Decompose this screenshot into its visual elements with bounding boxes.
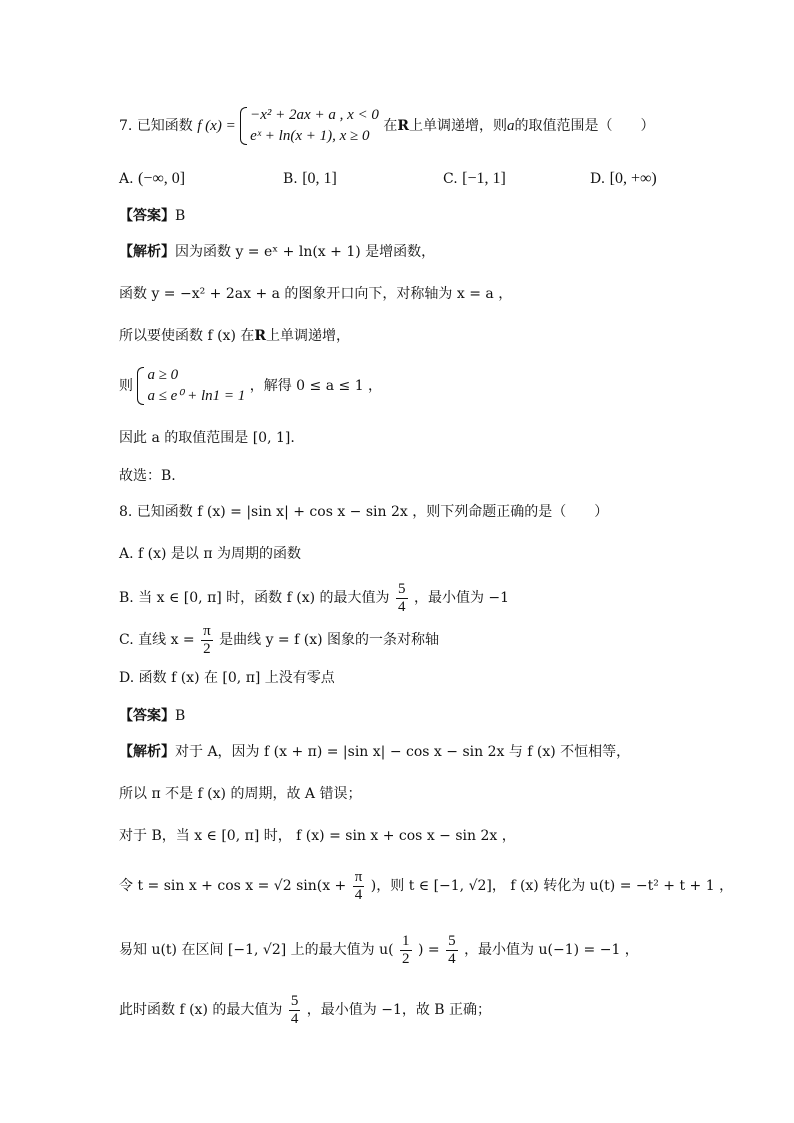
q8-l5-fraction2: $\frac{5}{4}$ (448, 932, 456, 967)
q8-analysis-line6: 此时函数 f (x) 的最大值为 $\frac{5}{4}$ ，最小值为 −1，故 B 正确； (119, 992, 492, 1027)
q7-option-a: A. (−∞, 0] (119, 170, 186, 187)
q8-analysis-line1: 【解析】对于 A，因为 f (x + π) = |sin x| − cos x − sin 2x 与 f (x) 不恒相等， (119, 744, 631, 760)
q7-stem-b: 在 (383, 118, 398, 134)
q7-system: a ≥ 0 a ≤ e⁰ + ln1 = 1 (137, 365, 245, 407)
q8-analysis-line3: 对于 B，当 x ∈ [0, π] 时， f (x) = sin x + cos x − sin 2x ， (119, 828, 516, 844)
q7-analysis-line5: 因此 a 的取值范围是 [0, 1]. (119, 430, 295, 446)
q7-number: 7. (119, 118, 133, 134)
q7-case1: −x² + 2ax + a , x < 0 (250, 107, 379, 123)
q7-stem-a: 已知函数 (136, 118, 193, 134)
q8-stem: 8. 已知函数 f (x) = |sin x| + cos x − sin 2x ，则下列命题正确的是（ ） (119, 504, 609, 520)
q7-R: R (397, 118, 409, 134)
q7-option-c: C. [−1, 1] (443, 170, 506, 187)
q8-option-a: A. f (x) 是以 π 为周期的函数 (119, 546, 302, 562)
q7-analysis-line2: 函数 y = −x² + 2ax + a 的图象开口向下，对称轴为 x = a ， (119, 286, 513, 302)
q7-stem-c: 上单调递增，则 (408, 118, 507, 134)
q7-analysis-line3: 所以要使函数 f (x) 在R上单调递增， (119, 328, 350, 344)
q8-l6-fraction: $\frac{5}{4}$ (290, 992, 299, 1027)
q8-option-c: C. 直线 x = $\frac{\pi}{2}$ 是曲线 y = f (x) 图象的一条对称轴 (119, 622, 440, 657)
q7-piecewise (240, 105, 379, 147)
q8-analysis-line4: 令 t = sin x + cos x = √2 sin(x + $\frac{\pi}{4}$ )，则 t ∈ [−1, √2]， f (x) 转化为 u(t) = −t² + t + 1 ， (119, 868, 734, 903)
q8-analysis-line2: 所以 π 不是 f (x) 的周期，故 A 错误； (119, 786, 362, 802)
q7-stem-d: 的取值范围是（ ） (514, 118, 655, 134)
q7-analysis-line6: 故选：B. (119, 468, 176, 484)
q8-l5-fraction1: $\frac{1}{2}$ (402, 932, 410, 967)
q7-answer: 【答案】B (119, 208, 186, 224)
q7-a: a (506, 118, 515, 134)
q8-optC-fraction: $\frac{\pi}{2}$ (203, 622, 211, 657)
q7-case2: eˣ + ln(x + 1), x ≥ 0 (250, 128, 370, 144)
q8-optB-fraction: $\frac{5}{4}$ (398, 580, 406, 615)
q8-analysis-line5: 易知 u(t) 在区间 [−1, √2] 上的最大值为 u( $\frac{1}{2}$ ) = $\frac{5}{4}$ ，最小值为 u(−1) = −1 ， (119, 932, 639, 967)
q7-analysis-line1: 【解析】因为函数 y = eˣ + ln(x + 1) 是增函数， (119, 244, 436, 260)
q7-option-d: D. [0, +∞) (590, 170, 657, 187)
q7-option-b: B. [0, 1] (283, 170, 337, 187)
q8-option-b: B. 当 x ∈ [0, π] 时，函数 f (x) 的最大值为 $\frac{5}{4}$ ，最小值为 −1 (119, 580, 510, 615)
q8-option-d: D. 函数 f (x) 在 [0, π] 上没有零点 (119, 670, 335, 686)
q7-stem (119, 104, 654, 148)
q8-answer: 【答案】B (119, 708, 186, 724)
q7-func: f (x) = (197, 118, 236, 134)
q8-l4-fraction: $\frac{\pi}{4}$ (354, 868, 363, 903)
q7-analysis-line4: 则 a ≥ 0 a ≤ e⁰ + ln1 = 1 ，解得 0 ≤ a ≤ 1 ， (119, 364, 382, 408)
